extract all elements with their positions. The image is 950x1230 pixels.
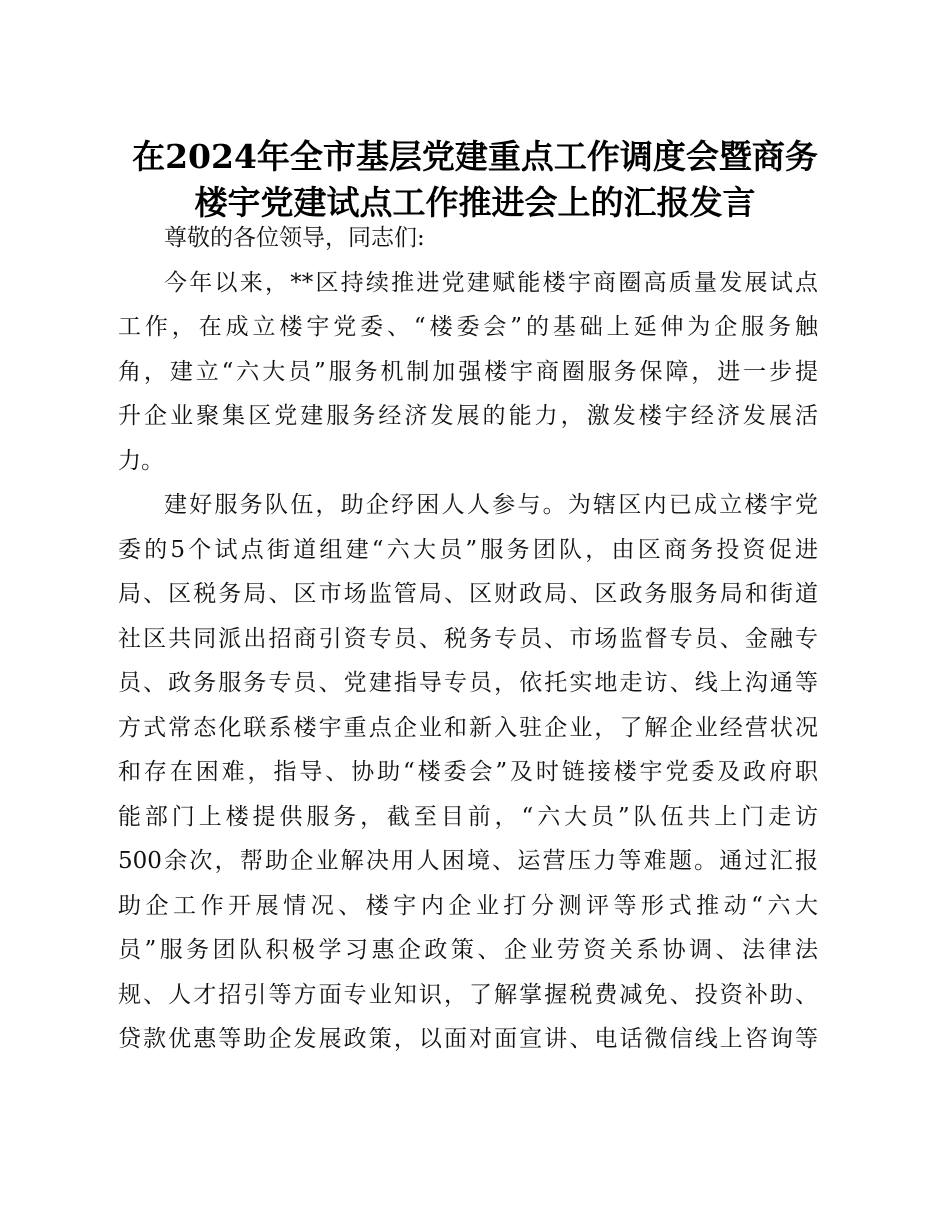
paragraph-line: 方式常态化联系楼宇重点企业和新入驻企业，了解企业经营状况 [118,714,818,741]
paragraph-line: 建好服务队伍，助企纾困人人参与。为辖区内已成立楼宇党 [164,492,818,518]
paragraph-line: 贷款优惠等助企发展政策，以面对面宣讲、电话微信线上咨询等 [118,1026,818,1052]
paragraph-line: 今年以来，**区持续推进党建赋能楼宇商圈高质量发展试点 [164,269,818,296]
title-line-1: 在2024年全市基层党建重点工作调度会暨商务 [132,137,818,176]
paragraph-line: 力。 [118,447,164,474]
salutation: 尊敬的各位领导，同志们: [164,225,425,251]
paragraph-line: 局、区税务局、区市场监管局、区财政局、区政务服务局和街道 [118,581,818,607]
paragraph-1 [118,261,818,484]
paragraph-line: 和存在困难，指导、协助“楼委会”及时链接楼宇党委及政府职 [118,759,818,785]
paragraph-line: 助企工作开展情况、楼宇内企业打分测评等形式推动“六大 [118,892,818,919]
paragraph-line: 规、人才招引等方面专业知识，了解掌握税费减免、投资补助、 [118,981,818,1008]
paragraph-line: 升企业聚集区党建服务经济发展的能力，激发楼宇经济发展活 [118,403,818,429]
document-body [118,216,818,1062]
title-line-2: 楼宇党建试点工作推进会上的汇报发言 [194,183,756,222]
paragraph-line: 角，建立“六大员”服务机制加强楼宇商圈服务保障，进一步提 [118,358,818,385]
paragraph-line: 委的5个试点街道组建“六大员”服务团队，由区商务投资促进 [118,536,818,563]
paragraph-line: 员、政务服务专员、党建指导专员，依托实地走访、线上沟通等 [118,670,818,696]
paragraph-line: 500余次，帮助企业解决用人困境、运营压力等难题。通过汇报 [118,848,818,874]
paragraph-line: 能部门上楼提供服务，截至目前，“六大员”队伍共上门走访 [118,803,818,830]
paragraph-line: 员”服务团队积极学习惠企政策、企业劳资关系协调、法律法 [118,937,818,963]
paragraph-line: 社区共同派出招商引资专员、税务专员、市场监督专员、金融专 [118,625,818,652]
document-title [100,134,850,226]
paragraph-line: 工作，在成立楼宇党委、“楼委会”的基础上延伸为企服务触 [118,314,818,340]
paragraph-2 [118,483,818,1062]
